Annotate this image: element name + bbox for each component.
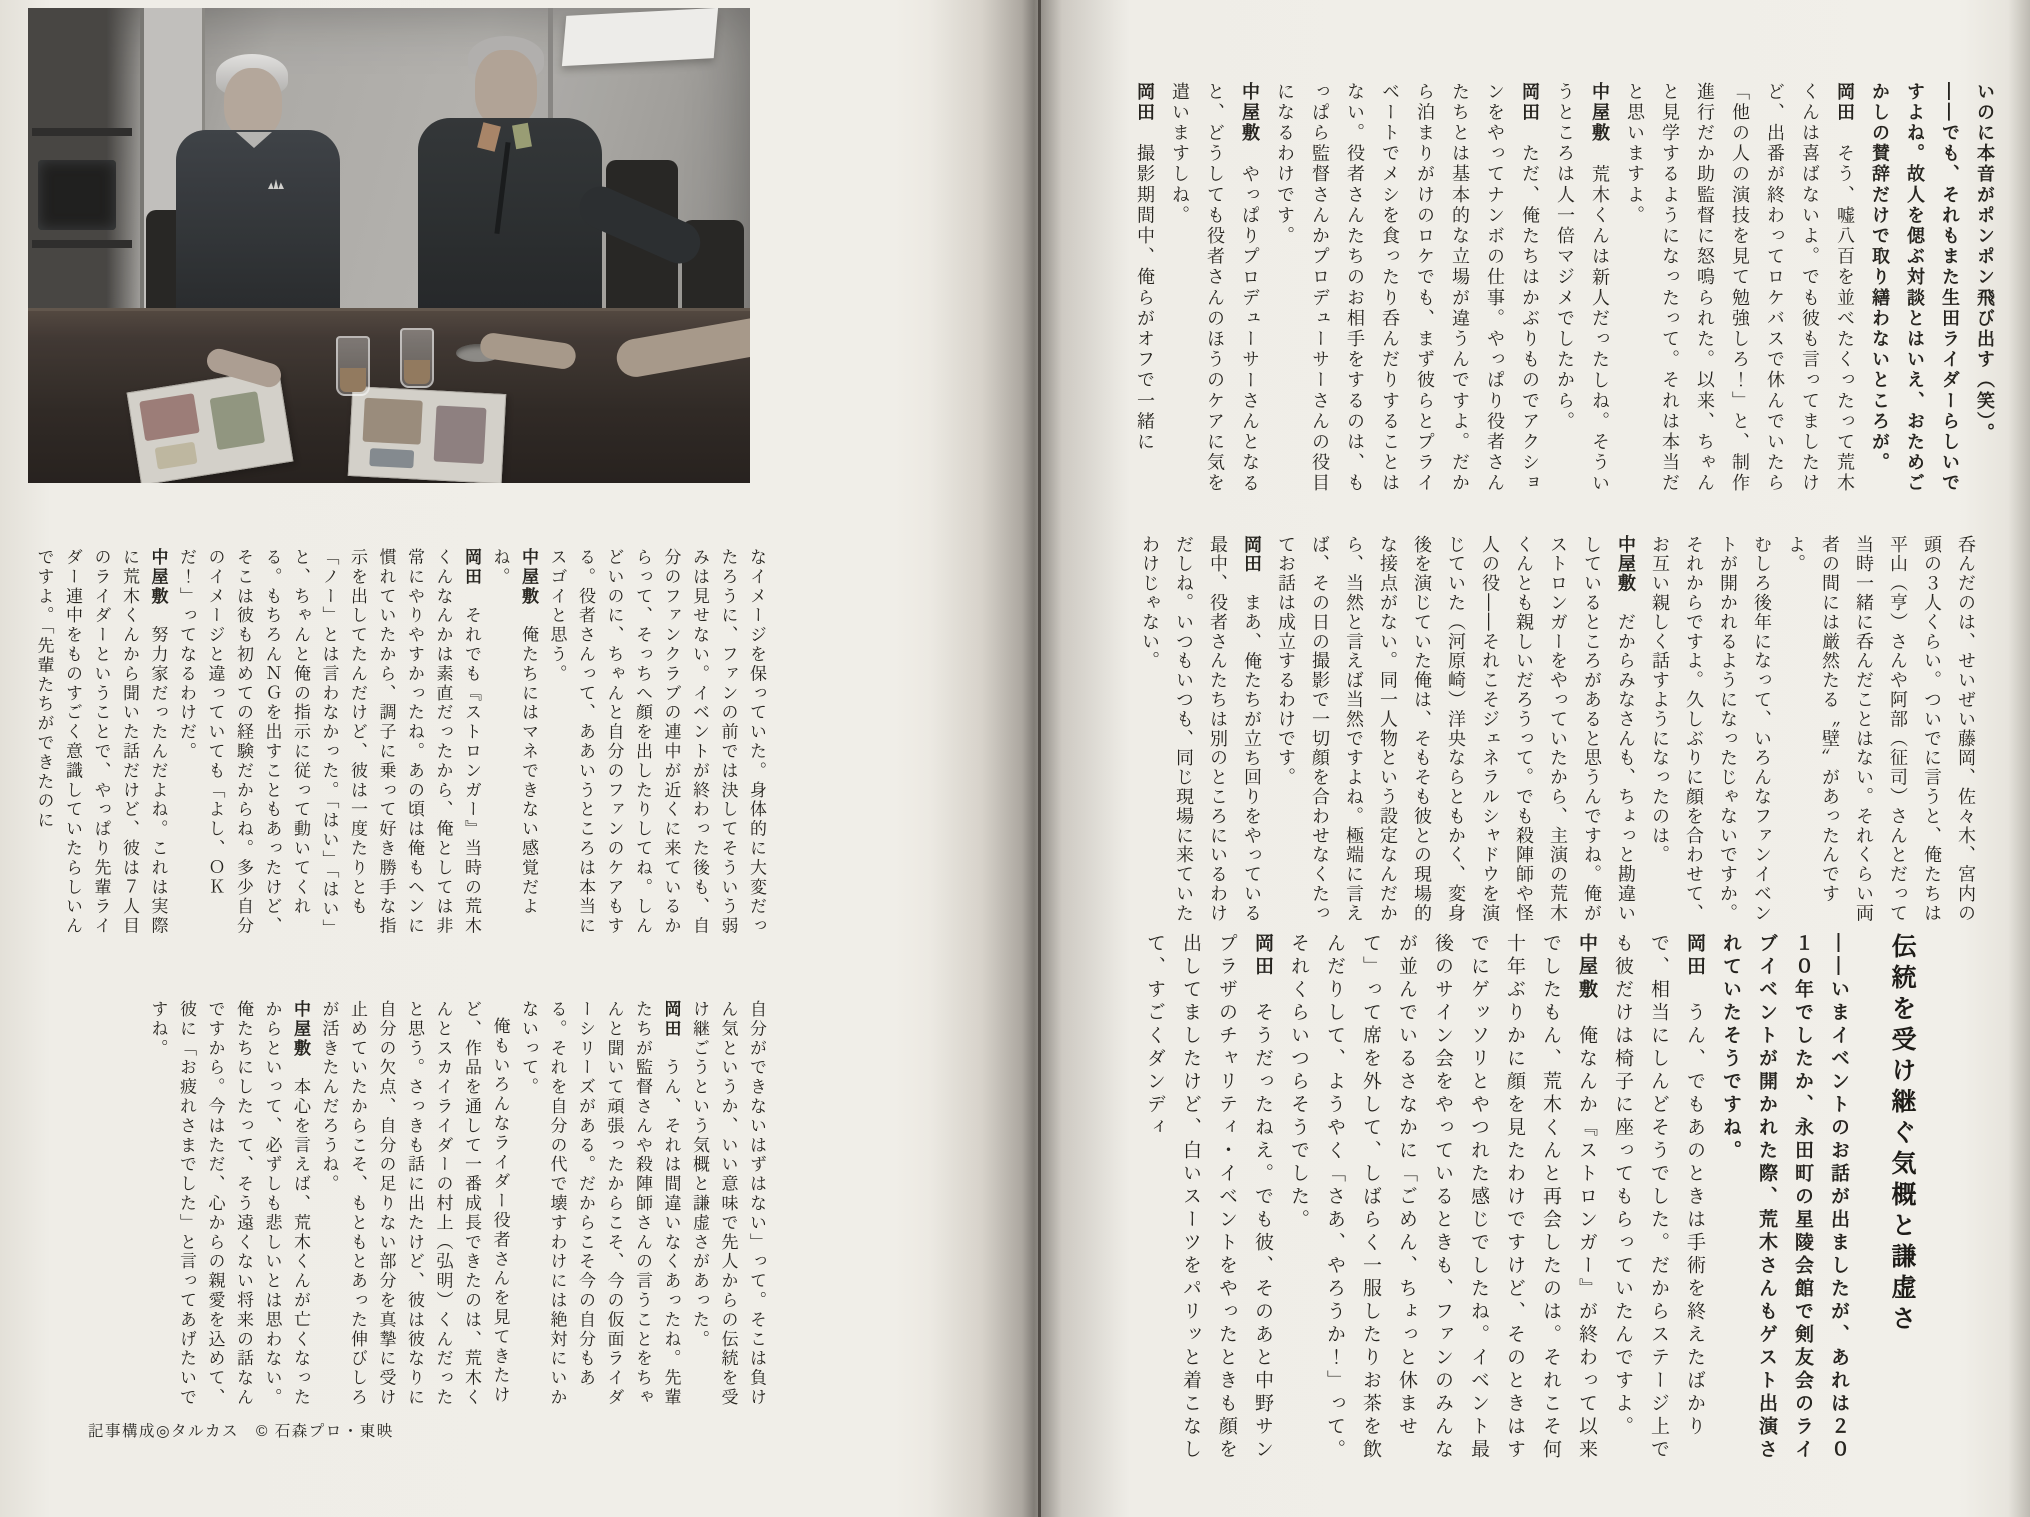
paragraph: 岡田 そうだったねえ。でも彼、そのあと中野サンプラザのチャリティ・イベントをやったときも顔を出してましたけど、白いスーツをパリッと着こなして、すごくダンディ bbox=[1144, 933, 1273, 1462]
speaker-name: 岡田 bbox=[1242, 535, 1262, 574]
speaker-name: 岡田 bbox=[1135, 82, 1155, 124]
speaker-name: 中屋敷 bbox=[519, 548, 538, 607]
speaker-name: 岡田 bbox=[462, 548, 481, 587]
paragraph: 岡田 ただ、俺たちはかぶりものでアクションをやってナンボの仕事。やっぱり役者さんたちとは基本的な立場が違うんですよ。だから泊まりがけのロケでも、まず彼らとプライベートでメシを食ったり呑んだりすることはない。役者さんたちのお相手をするのは、もっぱら監督さんかプロデューサーさんの役目になるわけです。 bbox=[1275, 82, 1540, 495]
paragraph: ――いまイベントのお話が出ましたが、あれは２０１０年でしたか、永田町の星陵会館で剣友会のライブイベントが開かれた際、荒木さんもゲスト出演されていたそうですね。 bbox=[1720, 933, 1849, 1462]
speaker-name: 岡田 bbox=[1684, 933, 1705, 979]
paragraph: 中屋敷 努力家だったんだよね。これは実際に荒木くんから聞いた話だけど、彼は７人目のライダーということで、やっぱり先輩ライダー連中をものすごく意識していたらしいんですよ。「先輩たちができたのに bbox=[34, 548, 168, 937]
speaker-name: 岡田 bbox=[1520, 82, 1540, 124]
photo-tv-monitor bbox=[38, 160, 116, 230]
paragraph: 岡田 それでも『ストロンガー』当時の荒木くんなんかは素直だったから、俺としては非常にやりやすかったね。あの頃は俺もヘンに慣れていたから、調子に乗って好き勝手な指示を出してたんだけど、彼は一度たりとも「ノー」とは言わなかった。「はい」「はい」と、ちゃんと俺の指示に従って動いてくれる。もちろんＮＧを出すこともあったけど、そこは彼も初めての経験だからね。多少自分のイメージと違っていても「よし、ＯＫだ！」ってなるわけだ。 bbox=[177, 548, 481, 939]
speaker-name: 中屋敷 bbox=[1240, 82, 1260, 144]
paragraph: 呑んだのは、せいぜい藤岡、佐々木、宮内の頭の３人くらい。ついでに言うと、俺たちは平山（亨）さんや阿部（征司）さんとだって当時一緒に呑んだことはない。それくらい両者の間には厳然たる〝壁〟があったんですよ。 bbox=[1786, 535, 1976, 923]
right-page-section-band bbox=[1100, 933, 1930, 1465]
speaker-name: 中屋敷 bbox=[1616, 535, 1636, 594]
paragraph: 中屋敷 俺たちにはマネできない感覚だよね。 bbox=[490, 548, 538, 917]
photo-man-left-face bbox=[224, 68, 282, 138]
paragraph: 中屋敷 荒木くんは新人だったしね。そういうところは人一倍マジメでしたから。 bbox=[1555, 82, 1610, 495]
page-right-edge-shadow bbox=[2008, 0, 2030, 1517]
speaker-name: 岡田 bbox=[1835, 82, 1855, 124]
paragraph: なイメージを保っていた。身体的に大変だったろうに、ファンの前では決してそういう弱みは見せない。イベントが終わった後も、自分のファンクラブの連中が近くに来ているからって、そっちへ顔を出したりしてね。しんどいのに、ちゃんと自分のファンのケアもする。役者さんって、ああいうところは本当にスゴイと思う。 bbox=[547, 548, 766, 936]
photo-magazine bbox=[348, 386, 506, 483]
paragraph: 岡田 撮影期間中、俺らがオフで一緒に bbox=[1135, 82, 1155, 453]
paragraph: 中屋敷 俺なんか『ストロンガー』が終わって以来でしたもん、荒木くんと再会したのは。それこそ何十年ぶりかに顔を見たわけですけど、そのときはすでにゲッソリとやつれた感じでしたね。イベント最後のサイン会をやっているときも、ファンのみんなが並んでいるさなかに「ごめん、ちょっと休ませて」って席を外して、しばらく一服したりお茶を飲んだりして、ようやく「さあ、やろうか！」って。それくらいつらそうでした。 bbox=[1288, 933, 1597, 1462]
photo-shelf bbox=[32, 128, 132, 136]
speaker-name: 中屋敷 bbox=[1590, 82, 1610, 144]
right-page-middle-band bbox=[1078, 535, 1983, 931]
left-page-upper-band bbox=[20, 548, 770, 946]
page-gutter-fold-line bbox=[1038, 0, 1041, 1517]
paragraph: 中屋敷 やっぱりプロデューサーさんとなると、どうしても役者さんのほうのケアに気を遣いますしね。 bbox=[1170, 82, 1260, 495]
paragraph: 岡田 まあ、俺たちが立ち回りをやっている最中、役者さんたちは別のところにいるわけだしね。いつもいつも、同じ現場に来ていたわけじゃない。 bbox=[1140, 535, 1262, 924]
right-page-top-band bbox=[1062, 82, 2002, 502]
speaker-name: 中屋敷 bbox=[1576, 933, 1597, 1002]
left-page-lower-band bbox=[20, 1000, 770, 1415]
speaker-name: 岡田 bbox=[661, 1000, 681, 1039]
paragraph: むしろ後年になって、いろんなファンイベントが開かれるようになったじゃないですか。それからですよ。久しぶりに顔を合わせて、お互い親しく話すようになったのは。 bbox=[1650, 535, 1772, 923]
section-heading: 伝統を受け継ぐ気概と謙虚さ bbox=[1888, 933, 1916, 1336]
paragraph: 岡田 そう、嘘八百を並べたくったって荒木くんは喜ばないよ。でも彼も言ってましたけど、出番が終わってロケバスで休んでいたら「他の人の演技を見て勉強しろ！」と、制作進行だか助監督に怒鳴られた。以来、ちゃんと見学するようになったって。それは本当だと思いますよ。 bbox=[1625, 82, 1855, 495]
photo-man-left-polo bbox=[176, 130, 340, 315]
photo-man-right-polo bbox=[418, 118, 602, 323]
paragraph: 中屋敷 だからみなさんも、ちょっと勘違いしているところがあると思うんですね。俺がストロンガーをやっていたから、主演の荒木くんとも親しいだろうって。でも殺陣師や怪人の役――それこそジェネラルシャドウを演じていた（河原崎）洋央ならともかく、変身後を演じていた俺は、そもそも彼との現場的な接点がない。同一人物という設定なんだから、当然と言えば当然ですよね。極端に言えば、その日の撮影で一切顔を合わせなくたってお話は成立するわけです。 bbox=[1276, 535, 1636, 924]
interview-photo bbox=[28, 8, 750, 483]
paragraph: 中屋敷 本心を言えば、荒木くんが亡くなったからといって、必ずしも悲しいとは思わない。俺たちにしたって、そう遠くない将来の話なんですから。今はただ、心からの親愛を込めて、彼に「お疲れさまでした」と言ってあげたいですね。 bbox=[148, 1000, 310, 1408]
photo-man-right-face bbox=[475, 50, 537, 126]
photo-air-conditioner bbox=[562, 8, 718, 66]
photo-shelf bbox=[32, 240, 132, 248]
paragraph: 自分ができないはずはない」って。そこは負けん気というか、いい意味で先人からの伝統を受け継ごうという気概と謙虚さがあった。 bbox=[690, 1000, 766, 1408]
paragraph: 岡田 うん、それは間違いなくあったね。先輩たちが監督さんや殺陣師さんの言うことをちゃんと聞いて頑張ったからこそ、今の仮面ライダーシリーズがある。だからこそ今の自分もある。それを自分の代で壊すわけには絶対にいかないって。 bbox=[519, 1000, 681, 1408]
paragraph: 俺もいろんなライダー役者さんを見てきたけど、作品を通して一番成長できたのは、荒木くんとスカイライダーの村上（弘明）くんだったと思う。さっきも話に出たけど、彼は彼なりに自分の欠点、自分の足りない部分を真摯に受け止めていたからこそ、もともとあった伸びしろが活きたんだろうね。 bbox=[319, 1000, 510, 1408]
paragraph: ――でも、それもまた生田ライダーらしいですよね。故人を偲ぶ対談とはいえ、おためごかしの賛辞だけで取り繕わないところが。 bbox=[1870, 82, 1960, 494]
speaker-name: 岡田 bbox=[1252, 933, 1273, 979]
speaker-name: 中屋敷 bbox=[291, 1000, 310, 1059]
photo-drink-cup bbox=[400, 328, 434, 388]
paragraph: 岡田 うん、でもあのときは手術を終えたばかりで、相当にしんどそうでした。だからステージ上でも彼だけは椅子に座ってもらっていたんですよ。 bbox=[1612, 933, 1705, 1462]
photo-drink-cup bbox=[336, 336, 370, 396]
article-credit: 記事構成◎タルカス © 石森プロ・東映 bbox=[88, 1423, 394, 1440]
paragraph: いのに本音がポンポン飛び出す（笑）。 bbox=[1975, 82, 1995, 444]
speaker-name: 中屋敷 bbox=[148, 548, 168, 607]
